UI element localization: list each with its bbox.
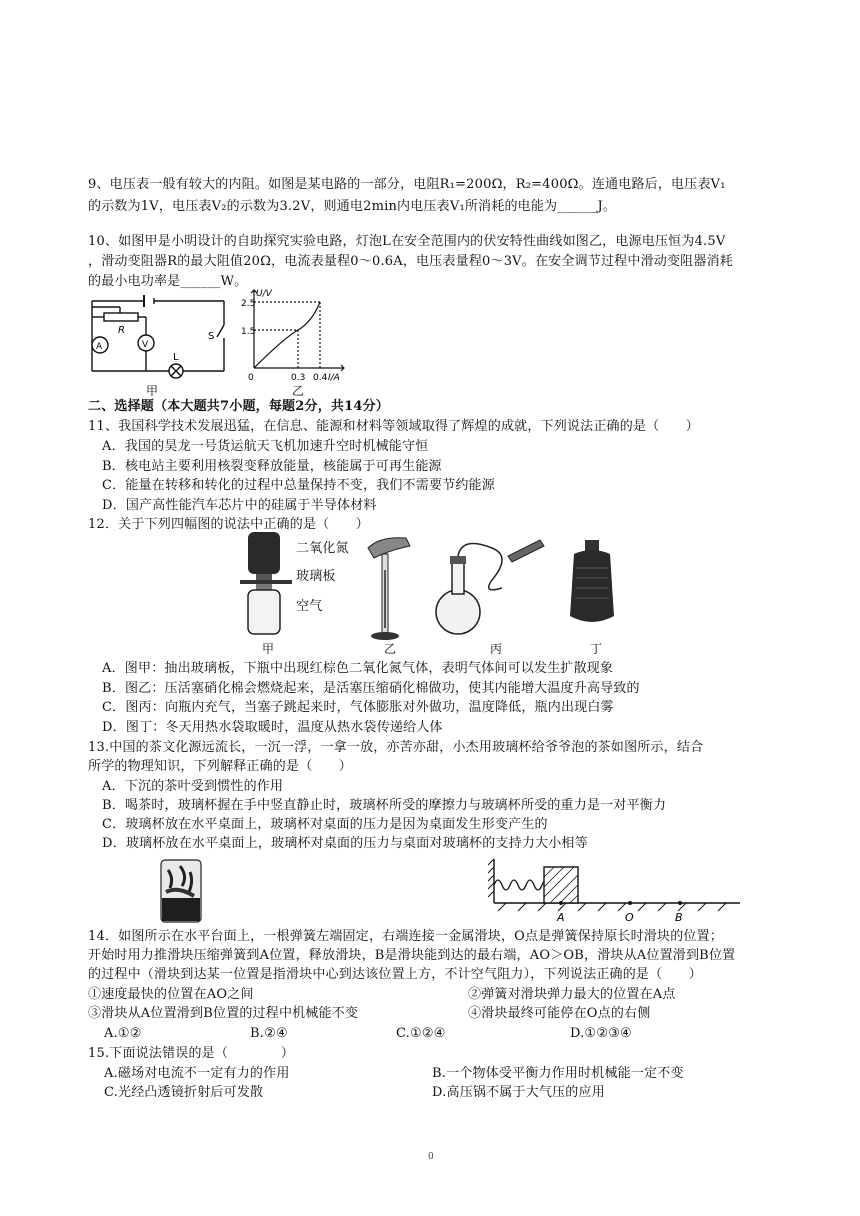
q13-stem-line-2: 所学的物理知识，下列解释正确的是（ ） <box>88 759 353 774</box>
graph-y-tick-2.5: 2.5 <box>241 299 256 309</box>
iu-graph-yi <box>240 286 350 386</box>
section-2-heading: 二、选择题（本大题共7小题，每题2分，共14分） <box>88 399 389 414</box>
spring-block-figure <box>488 855 744 927</box>
label-air: 空气 <box>296 599 323 614</box>
q14-choice-a: A.①② <box>104 1026 142 1041</box>
circuit-caption: 甲 <box>146 384 159 398</box>
q14-line-3: 的过程中（滑块到达某一位置是指滑块中心到达该位置上方，不计空气阻力），下列说法正确的是（ ） <box>88 967 702 982</box>
q12-option-b: B．图乙：压活塞硝化棉会燃烧起来，是活塞压缩硝化棉做功，使其内能增大温度升高导致的 <box>102 681 640 696</box>
tea-glass-figure <box>158 858 204 924</box>
q14-statement-4: ④滑块最终可能停在O点的右侧 <box>468 1006 651 1021</box>
q12-stem: 12．关于下列四幅图的说法中正确的是（ ） <box>88 517 369 532</box>
q13-option-a: A．下沉的茶叶受到惯性的作用 <box>102 779 284 794</box>
label-no2: 二氧化氮 <box>296 541 349 556</box>
graph-caption: 乙 <box>292 384 305 398</box>
point-B-label: B <box>675 911 683 924</box>
q14-choice-d: D.①②③④ <box>570 1026 632 1041</box>
graph-origin: 0 <box>248 373 254 383</box>
point-A-label: A <box>557 911 565 924</box>
page-footer-mark: 0 <box>428 1152 434 1162</box>
graph-x-axis-label: I/A <box>328 373 340 383</box>
label-L: L <box>173 352 179 363</box>
q10-line-2: ，滑动变阻器R的最大阻值20Ω，电流表量程0～0.6A，电压表量程0～3V。在安全调节过程中滑动变阻器消耗 <box>88 254 733 269</box>
q11-option-d: D．国产高性能汽车芯片中的硅属于半导体材料 <box>102 498 377 513</box>
label-S: S <box>208 331 215 342</box>
label-glass-plate: 玻璃板 <box>296 569 336 584</box>
q11-stem: 11、我国科学技术发展迅猛，在信息、能源和材料等领域取得了辉煌的成就，下列说法正确的是（ ） <box>88 419 699 434</box>
q13-option-d: D．玻璃杯放在水平桌面上，玻璃杯对桌面的压力与桌面对玻璃杯的支持力大小相等 <box>102 836 588 851</box>
circuit-diagram-jia <box>84 293 234 388</box>
graph-x-tick-0.3: 0.3 <box>291 373 306 383</box>
q13-option-c: C．玻璃杯放在水平桌面上，玻璃杯对桌面的压力是因为桌面发生形变产生的 <box>102 817 548 832</box>
q15-stem: 15.下面说法错误的是（ ） <box>88 1046 295 1061</box>
q11-option-b: B．核电站主要利用核裂变释放能量，核能属于可再生能源 <box>102 459 442 474</box>
q11-option-a: A．我国的昊龙一号货运航天飞机加速升空时机械能守恒 <box>102 439 429 454</box>
q14-line-1: 14．如图所示在水平台面上，一根弹簧左端固定，右端连接一金属滑块，O点是弹簧保持原长时滑块的位置； <box>88 929 724 944</box>
q13-option-b: B．喝茶时，玻璃杯握在手中竖直静止时，玻璃杯所受的摩擦力与玻璃杯所受的重力是一对平衡力 <box>102 798 667 813</box>
piston-cylinder-figure <box>360 530 420 642</box>
graph-x-tick-0.4: 0.4 <box>313 373 328 383</box>
q9-line-2: 的示数为1V，电压表V₂的示数为3.2V，则通电2min内电压表V₁所消耗的电能为______J。 <box>88 199 617 214</box>
q12-caption-ding: 丁 <box>590 642 603 656</box>
voltmeter-label: V <box>142 340 149 350</box>
q9-line-1: 9、电压表一般有较大的内阻。如图是某电路的一部分，电阻R₁=200Ω，R₂=400Ω。连通电路后，电压表V₁ <box>88 177 726 192</box>
q12-caption-jia: 甲 <box>262 642 275 656</box>
q14-statement-1: ①速度最快的位置在AO之间 <box>88 987 254 1002</box>
q13-stem-line-1: 13.中国的茶文化源远流长，一沉一浮，一拿一放，亦苦亦甜，小杰用玻璃杯给爷爷泡的茶如图所示，结合 <box>88 740 704 755</box>
q12-caption-bing: 丙 <box>490 642 503 656</box>
hot-water-bag-figure <box>566 538 618 628</box>
ammeter-label: A <box>96 342 103 352</box>
q10-line-1: 10、如图甲是小明设计的自助探究实验电路，灯泡L在安全范围内的伏安特性曲线如图乙，电源电压恒为4.5V <box>88 234 726 249</box>
q15-option-a: A.磁场对电流不一定有力的作用 <box>104 1066 290 1081</box>
q15-option-d: D.高压锅不属于大气压的应用 <box>432 1085 605 1100</box>
point-O-label: O <box>625 911 634 924</box>
graph-y-tick-1.5: 1.5 <box>241 327 256 337</box>
q12-option-a: A．图甲：抽出玻璃板，下瓶中出现红棕色二氧化氮气体，表明气体间可以发生扩散现象 <box>102 661 614 676</box>
q12-option-d: D．图丁：冬天用热水袋取暖时，温度从热水袋传递给人体 <box>102 720 443 735</box>
q11-option-c: C．能量在转移和转化的过程中总量保持不变，我们不需要节约能源 <box>102 478 495 493</box>
flask-pump-figure <box>432 530 552 642</box>
q14-line-2: 开始时用力推滑块压缩弹簧到A位置，释放滑块，B是滑块能到达的最右端，AO＞OB，滑块从A位置滑到B位置 <box>88 948 736 963</box>
q15-option-c: C.光经凸透镜折射后可发散 <box>104 1085 264 1100</box>
q14-statement-3: ③滑块从A位置滑到B位置的过程中机械能不变 <box>88 1006 359 1021</box>
q14-choice-c: C.①②④ <box>396 1026 446 1041</box>
gas-diffusion-bottles-figure <box>236 530 296 640</box>
q15-option-b: B.一个物体受平衡力作用时机械能一定不变 <box>432 1066 684 1081</box>
graph-y-axis-label: U/V <box>256 289 272 299</box>
q10-line-3: 的最小电功率是______W。 <box>88 274 248 289</box>
q12-option-c: C．图丙：向瓶内充气，当塞子跳起来时，气体膨胀对外做功，温度降低，瓶内出现白雾 <box>102 700 614 715</box>
q14-choice-b: B.②④ <box>250 1026 288 1041</box>
q12-caption-yi: 乙 <box>384 642 397 656</box>
q14-statement-2: ②弹簧对滑块弹力最大的位置在A点 <box>468 987 676 1002</box>
label-R: R <box>118 325 125 336</box>
